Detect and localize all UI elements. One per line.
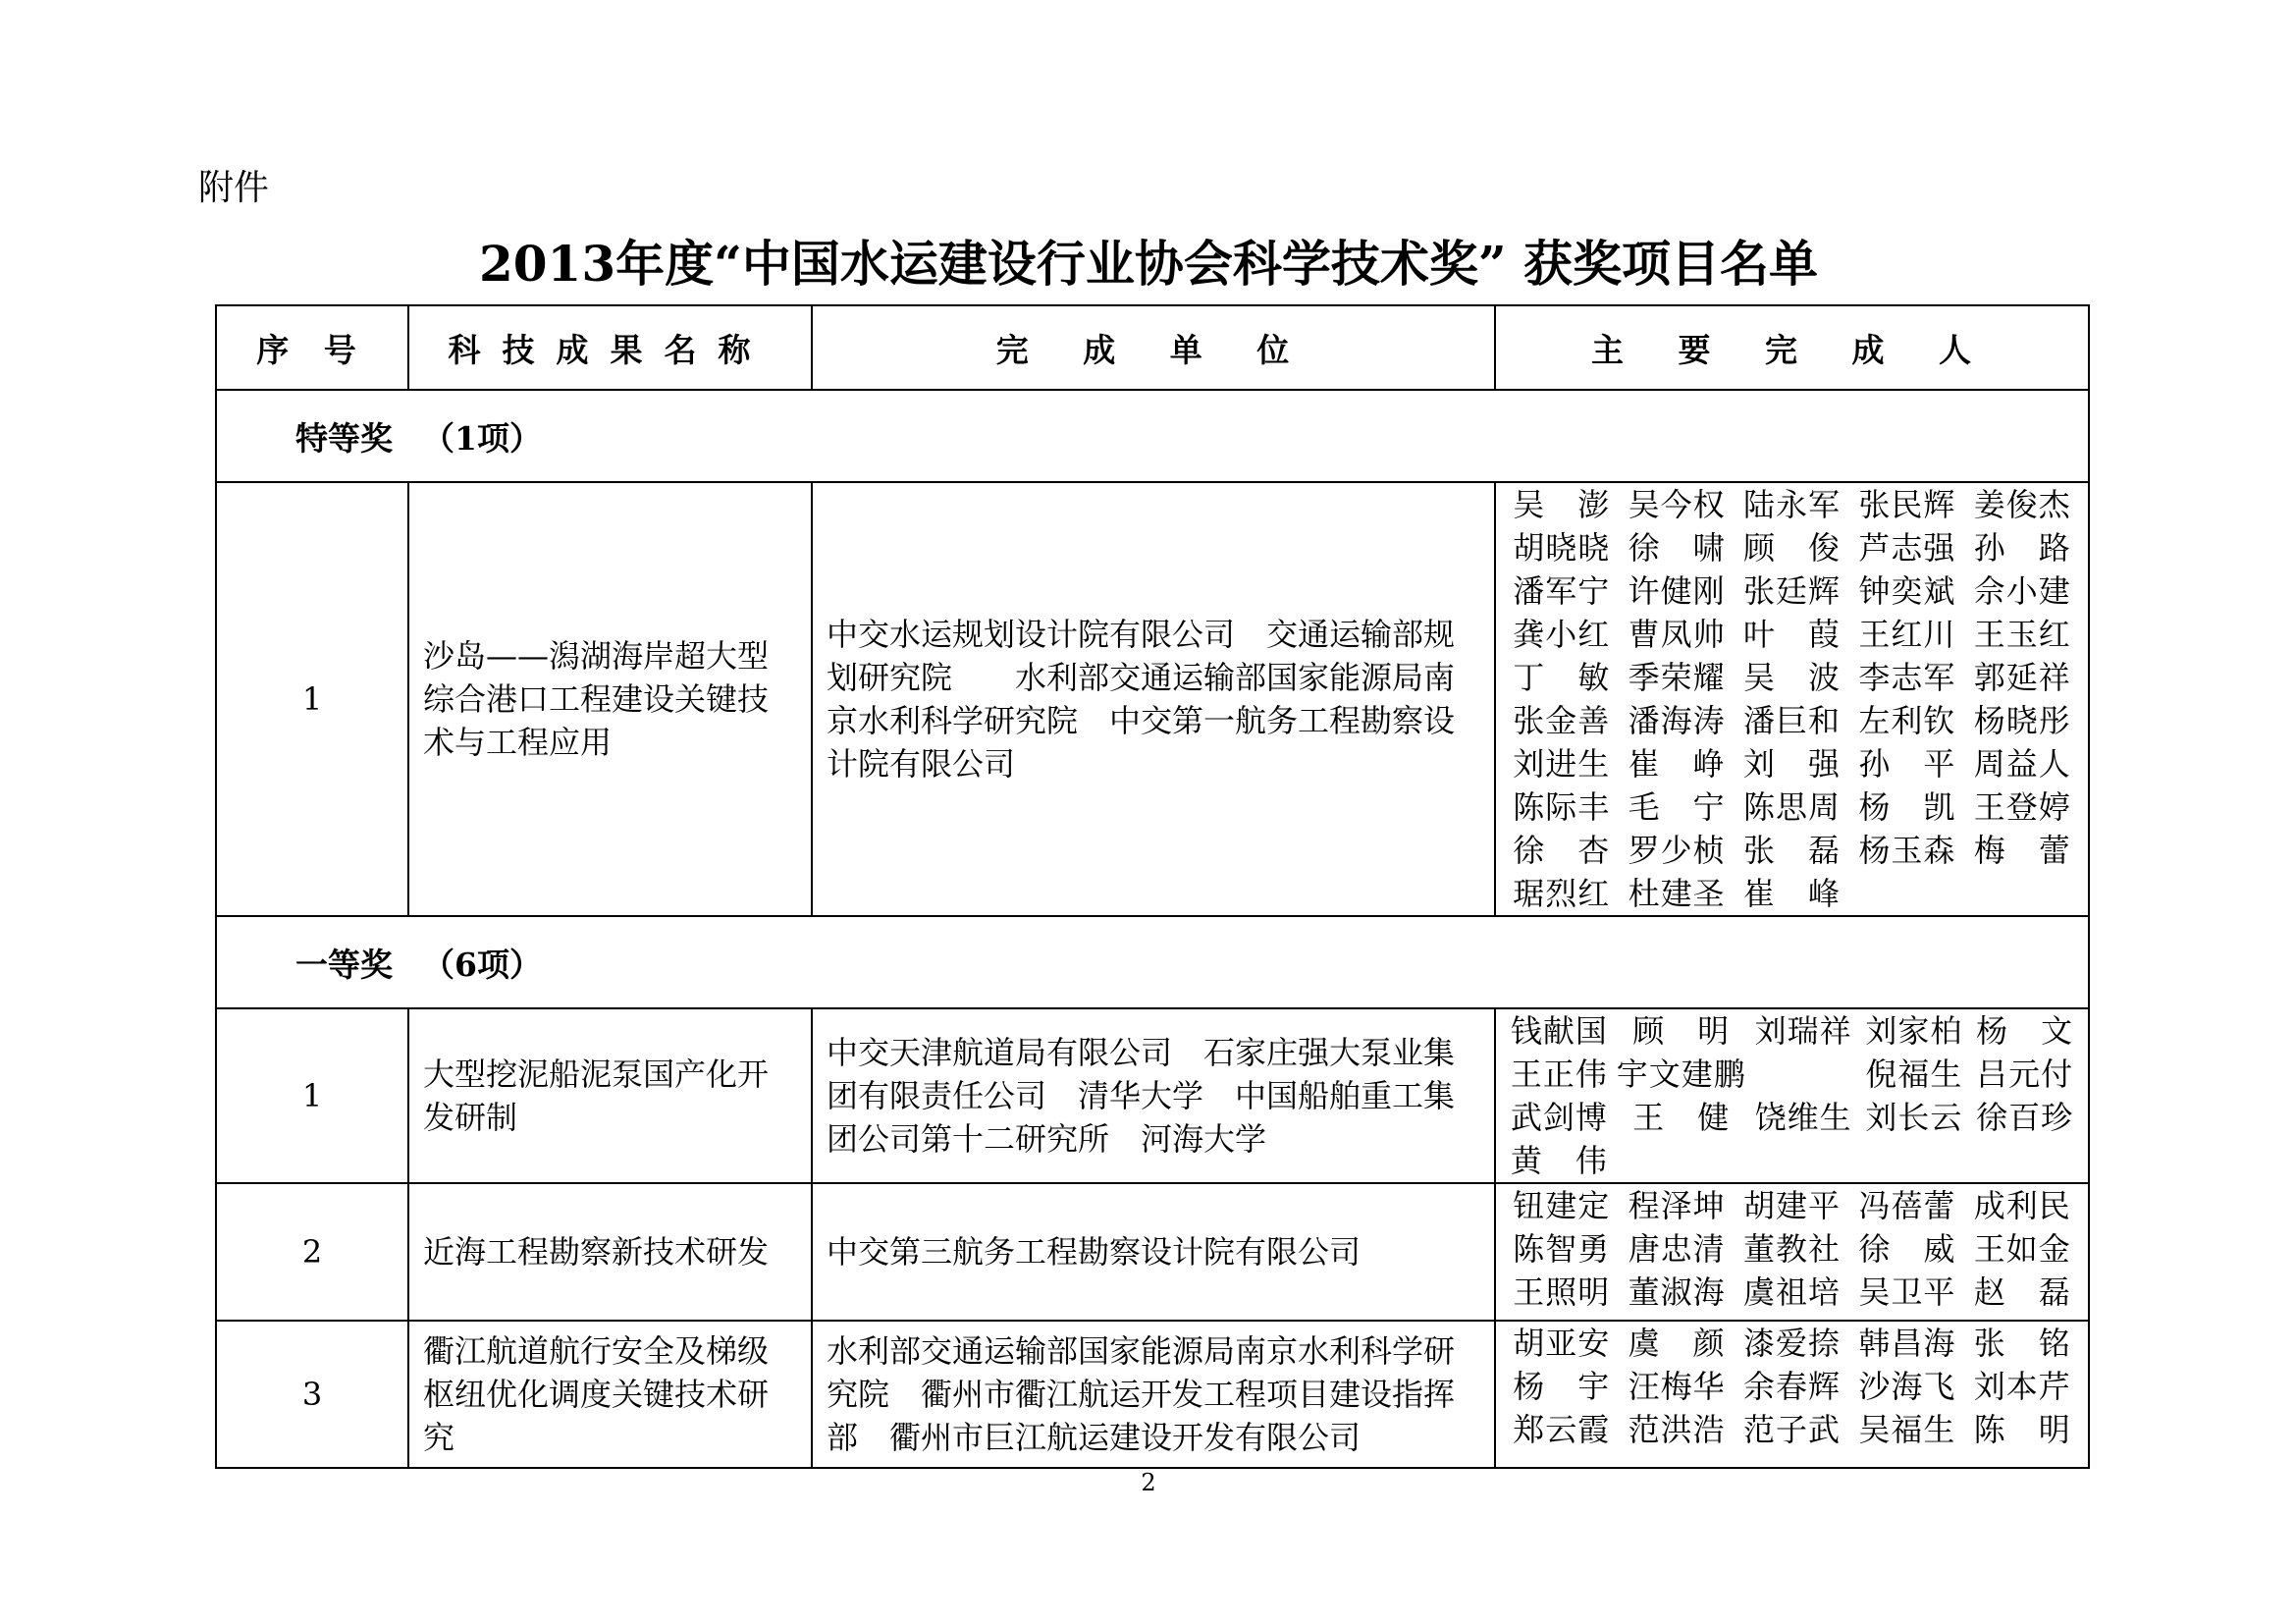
person-name: 陈智勇 xyxy=(1513,1230,1611,1268)
person-name: 张 磊 xyxy=(1742,832,1841,869)
person-name: 季荣耀 xyxy=(1628,659,1726,696)
row-seq: 2 xyxy=(216,1183,408,1321)
person-name: 徐 啸 xyxy=(1628,529,1726,567)
section-row-first xyxy=(216,916,2089,1008)
person-name: 徐 杏 xyxy=(1513,832,1611,869)
person-name: 赵 磊 xyxy=(1973,1273,2071,1311)
person-name: 董淑海 xyxy=(1628,1273,1726,1311)
person-name: 李志军 xyxy=(1858,659,1956,696)
person-name: 武剑博 xyxy=(1510,1099,1608,1136)
person-name: 崔 峰 xyxy=(1742,875,1841,912)
person-name: 虞祖培 xyxy=(1742,1273,1841,1311)
person-name: 胡晓晓 xyxy=(1513,529,1611,567)
person-name: 张 铭 xyxy=(1973,1325,2071,1362)
header-seq: 序 号 xyxy=(216,305,408,390)
person-name: 杜建圣 xyxy=(1628,875,1726,912)
award-table xyxy=(215,304,2090,1469)
row-project-name: 衢江航道航行安全及梯级枢纽优化调度关键技术研究 xyxy=(408,1321,812,1468)
person-name: 罗少桢 xyxy=(1628,832,1726,869)
people-grid xyxy=(1506,1009,2078,1182)
person-name: 王如金 xyxy=(1973,1230,2071,1268)
header-name: 科技成果名称 xyxy=(408,305,812,390)
person-name: 顾 明 xyxy=(1632,1012,1731,1050)
section-heading xyxy=(216,390,2089,482)
section-count: （6项） xyxy=(422,945,542,984)
table-header-row xyxy=(216,305,2089,390)
person-name: 郭延祥 xyxy=(1973,659,2071,696)
person-name: 徐 威 xyxy=(1858,1230,1956,1268)
person-name: 冯蓓蕾 xyxy=(1858,1187,1956,1224)
person-name: 王 健 xyxy=(1632,1099,1731,1136)
person-name: 余春辉 xyxy=(1742,1368,1841,1405)
row-people xyxy=(1495,1008,2089,1183)
person-name: 潘巨和 xyxy=(1742,702,1841,739)
document-title: 2013年度“中国水运建设行业协会科学技术奖” 获奖项目名单 xyxy=(478,235,1819,293)
person-name: 刘本芹 xyxy=(1973,1368,2071,1405)
person-name: 吴 澎 xyxy=(1513,486,1611,523)
person-name: 陈际丰 xyxy=(1513,788,1611,826)
person-name: 陈思周 xyxy=(1742,788,1841,826)
person-name: 孙 平 xyxy=(1858,745,1956,783)
person-name: 王照明 xyxy=(1513,1273,1611,1311)
section-title: 一等奖 xyxy=(295,945,393,984)
person-name: 胡建平 xyxy=(1742,1187,1841,1224)
people-grid xyxy=(1506,1184,2078,1314)
row-seq: 1 xyxy=(216,1008,408,1183)
row-project-name: 沙岛——潟湖海岸超大型综合港口工程建设关键技术与工程应用 xyxy=(408,482,812,916)
person-name: 梅 蕾 xyxy=(1973,832,2071,869)
row-unit: 中交第三航务工程勘察设计院有限公司 xyxy=(812,1183,1495,1321)
person-name: 唐忠清 xyxy=(1628,1230,1726,1268)
person-name: 吴 波 xyxy=(1742,659,1841,696)
table-row xyxy=(216,1321,2089,1468)
people-grid xyxy=(1506,483,2078,915)
attachment-label: 附件 xyxy=(198,168,270,208)
person-name: 钮建定 xyxy=(1513,1187,1611,1224)
person-name: 倪福生 xyxy=(1865,1056,1963,1093)
person-name: 姜俊杰 xyxy=(1973,486,2071,523)
row-project-name: 大型挖泥船泥泵国产化开发研制 xyxy=(408,1008,812,1183)
person-name: 汪梅华 xyxy=(1628,1368,1726,1405)
table-row xyxy=(216,1008,2089,1183)
row-project-name: 近海工程勘察新技术研发 xyxy=(408,1183,812,1321)
person-name: 刘 强 xyxy=(1742,745,1841,783)
row-unit: 中交天津航道局有限公司 石家庄强大泵业集团有限责任公司 清华大学 中国船舶重工集团公司第十二研究所 河海大学 xyxy=(812,1008,1495,1183)
person-name: 陆永军 xyxy=(1742,486,1841,523)
person-name: 芦志强 xyxy=(1858,529,1956,567)
row-people xyxy=(1495,1321,2089,1468)
header-people: 主 要 完 成 人 xyxy=(1495,305,2089,390)
person-name: 徐百珍 xyxy=(1976,1099,2074,1136)
person-name: 郑云霞 xyxy=(1513,1411,1611,1448)
person-name: 许健刚 xyxy=(1628,572,1726,610)
person-name: 沙海飞 xyxy=(1858,1368,1956,1405)
row-seq: 3 xyxy=(216,1321,408,1468)
person-name: 虞 颜 xyxy=(1628,1325,1726,1362)
person-name: 龚小红 xyxy=(1513,616,1611,653)
row-people xyxy=(1495,482,2089,916)
person-name: 左利钦 xyxy=(1858,702,1956,739)
person-name: 杨 宇 xyxy=(1513,1368,1611,1405)
person-name: 王红川 xyxy=(1858,616,1956,653)
section-heading xyxy=(216,916,2089,1008)
section-row-special xyxy=(216,390,2089,482)
people-grid xyxy=(1506,1322,2078,1451)
section-count: （1项） xyxy=(422,418,542,458)
person-name: 张金善 xyxy=(1513,702,1611,739)
row-unit: 中交水运规划设计院有限公司 交通运输部规划研究院 水利部交通运输部国家能源局南京水利科学研究院 中交第一航务工程勘察设计院有限公司 xyxy=(812,482,1495,916)
person-name: 杨 凯 xyxy=(1858,788,1956,826)
person-name: 杨 文 xyxy=(1976,1012,2074,1050)
person-name: 董教社 xyxy=(1742,1230,1841,1268)
page-number: 2 xyxy=(1141,1469,1156,1496)
table-row xyxy=(216,1183,2089,1321)
person-name: 范洪浩 xyxy=(1628,1411,1726,1448)
person-name: 黄 伟 xyxy=(1510,1142,1608,1179)
person-name: 吴今权 xyxy=(1628,486,1726,523)
row-people xyxy=(1495,1183,2089,1321)
person-name: 王玉红 xyxy=(1973,616,2071,653)
person-name: 陈 明 xyxy=(1973,1411,2071,1448)
header-unit: 完 成 单 位 xyxy=(812,305,1495,390)
person-name: 张民辉 xyxy=(1858,486,1956,523)
person-name: 宇文建鹏 xyxy=(1616,1056,1746,1093)
person-name: 刘家柏 xyxy=(1865,1012,1963,1050)
person-name: 吴卫平 xyxy=(1858,1273,1956,1311)
person-name: 程泽坤 xyxy=(1628,1187,1726,1224)
row-unit: 水利部交通运输部国家能源局南京水利科学研究院 衢州市衢江航运开发工程项目建设指挥部 衢州市巨江航运建设开发有限公司 xyxy=(812,1321,1495,1468)
person-name: 崔 峥 xyxy=(1628,745,1726,783)
table-row xyxy=(216,482,2089,916)
person-name: 刘进生 xyxy=(1513,745,1611,783)
person-name: 胡亚安 xyxy=(1513,1325,1611,1362)
person-name: 佘小建 xyxy=(1973,572,2071,610)
person-name: 杨玉森 xyxy=(1858,832,1956,869)
person-name: 琚烈红 xyxy=(1513,875,1611,912)
person-name: 范子武 xyxy=(1742,1411,1841,1448)
person-name: 王登婷 xyxy=(1973,788,2071,826)
person-name: 顾 俊 xyxy=(1742,529,1841,567)
person-name: 周益人 xyxy=(1973,745,2071,783)
person-name: 吕元付 xyxy=(1976,1056,2074,1093)
person-name: 毛 宁 xyxy=(1628,788,1726,826)
person-name: 饶维生 xyxy=(1754,1099,1852,1136)
person-name: 潘海涛 xyxy=(1628,702,1726,739)
person-name: 丁 敏 xyxy=(1513,659,1611,696)
person-name: 张廷辉 xyxy=(1742,572,1841,610)
person-name: 杨晓彤 xyxy=(1973,702,2071,739)
person-name: 成利民 xyxy=(1973,1187,2071,1224)
person-name: 刘长云 xyxy=(1865,1099,1963,1136)
person-name: 钟奕斌 xyxy=(1858,572,1956,610)
person-name: 曹凤帅 xyxy=(1628,616,1726,653)
section-title: 特等奖 xyxy=(295,418,393,458)
person-name: 刘瑞祥 xyxy=(1754,1012,1852,1050)
person-name: 王正伟 xyxy=(1510,1056,1608,1093)
person-name: 潘军宁 xyxy=(1513,572,1611,610)
person-name xyxy=(1750,1053,1857,1096)
row-seq: 1 xyxy=(216,482,408,916)
person-name: 叶 葭 xyxy=(1742,616,1841,653)
person-name: 孙 路 xyxy=(1973,529,2071,567)
person-name: 吴福生 xyxy=(1858,1411,1956,1448)
person-name: 韩昌海 xyxy=(1858,1325,1956,1362)
person-name: 钱献国 xyxy=(1510,1012,1608,1050)
person-name: 漆爱捺 xyxy=(1742,1325,1841,1362)
